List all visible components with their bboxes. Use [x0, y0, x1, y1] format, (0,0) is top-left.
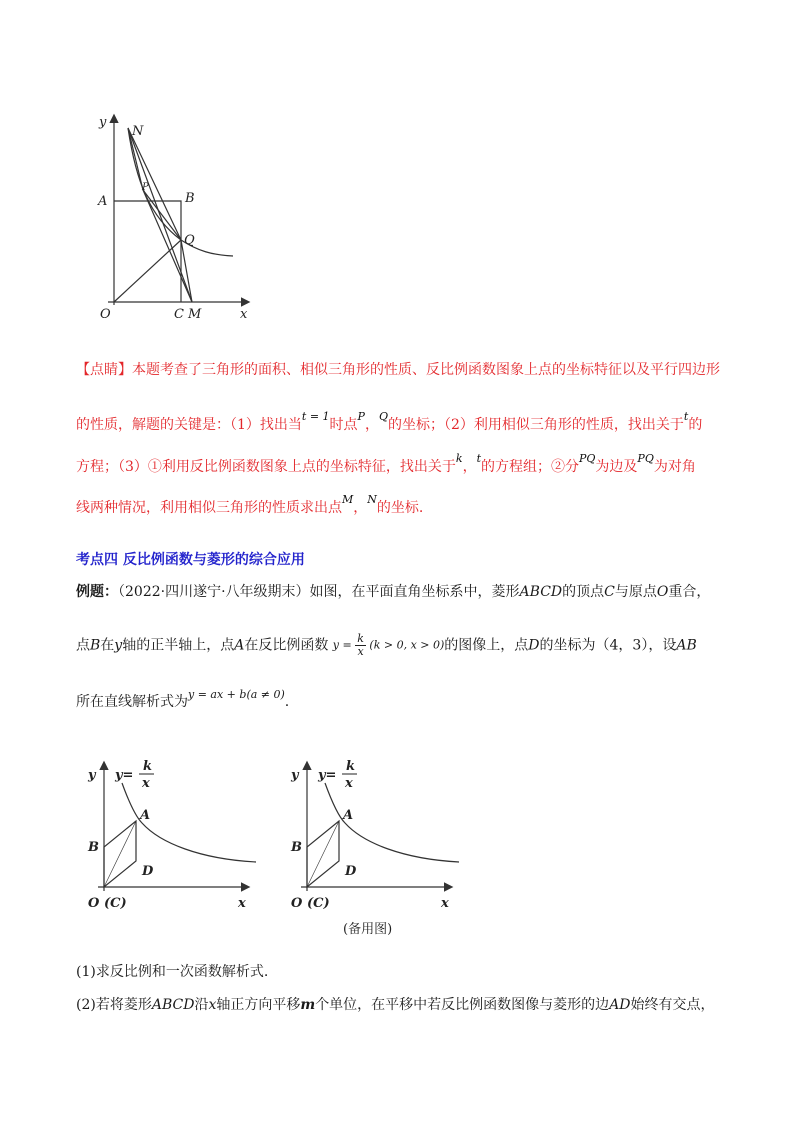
fig3-label-d: D [345, 864, 357, 879]
example-line-1: 例题：（2022·四川遂宁·八年级期末）如图，在平面直角坐标系中，菱形ABCD的顶点C与原点O重合， [76, 584, 711, 600]
fig2-label-a: A [140, 808, 151, 823]
fig3-label-c: (C) [307, 896, 330, 911]
fig2-label-o: O [88, 896, 100, 911]
label-p: P [142, 182, 149, 193]
label-c: C [174, 307, 184, 322]
fig2-label-k: k [143, 759, 153, 774]
fig3-ca-dashed [307, 821, 339, 887]
note-line-3: 方程；（3）①利用反比例函数图象上点的坐标特征，找出关于$^k$，$^t$的方程组；②分$^{PQ}$为边及$^{PQ}$为对角 [76, 452, 696, 475]
function-formula: y = $\frac{k}{x}$ (k > 0, x > 0) [332, 632, 445, 658]
fig3-label-b: B [291, 840, 302, 855]
fig3-label-x-den: x [345, 776, 353, 791]
fig3-label-x: x [441, 896, 449, 911]
fig2-ca-dashed [104, 821, 136, 887]
note-line-1: 【点睛】本题考查了三角形的面积、相似三角形的性质、反比例函数图象上点的坐标特征以及平行四边形 [76, 362, 720, 378]
fig3-label-a: A [343, 808, 354, 823]
segment-nq [128, 128, 181, 240]
segment-oq [114, 240, 181, 302]
fig2-label-b: B [88, 840, 99, 855]
label-q: Q [184, 233, 195, 248]
note-prefix: 【点睛】 [76, 362, 132, 378]
label-n: N [132, 124, 144, 139]
section-title: 考点四 反比例函数与菱形的综合应用 [76, 552, 305, 568]
fig2-label-c: (C) [104, 896, 127, 911]
fig3-label-k: k [346, 759, 356, 774]
question-1: (1)求反比例和一次函数解析式. [76, 964, 269, 980]
fig2-label-x-den: x [142, 776, 150, 791]
fig3-label-eq: y= [318, 768, 337, 783]
square-oabc [114, 201, 181, 302]
fig3-label-o: O [291, 896, 303, 911]
label-m: M [188, 307, 202, 322]
label-a: A [98, 194, 108, 209]
question-2: (2)若将菱形ABCD沿x轴正方向平移m个单位，在平移中若反比例函数图像与菱形的边AD始终有交点， [76, 997, 715, 1013]
example-label: 例题： [76, 584, 118, 600]
fig2-label-eq: y= [115, 768, 134, 783]
example-line-3: 所在直线解析式为$^{y = ax + b(a \ne 0)}$. [76, 688, 290, 710]
segment-qm [181, 240, 192, 302]
figure-2 [80, 755, 270, 915]
segment-nm [128, 128, 192, 302]
fig2-label-d: D [142, 864, 154, 879]
note-line-2: 的性质，解题的关键是：（1）找出当$^{t = 1}$时点$^P$，$^Q$的坐标；（2）利用相似三角形的性质，找出关于$^t$的 [76, 410, 703, 433]
fig2-label-y: y [88, 768, 96, 783]
note-line-4: 线两种情况，利用相似三角形的性质求出点$^M$，$^N$的坐标. [76, 493, 424, 516]
label-y: y [99, 115, 107, 130]
figure-1 [88, 112, 258, 327]
fig2-label-x: x [238, 896, 246, 911]
figure-3 [283, 755, 473, 945]
fig3-caption: (备用图) [343, 922, 393, 937]
label-o: O [100, 307, 111, 322]
fig3-label-y: y [291, 768, 299, 783]
label-x: x [240, 307, 248, 322]
example-line-2: 点B在y轴的正半轴上，点A在反比例函数 y = $\frac{k}{x}$ (k > 0, x > 0)的图像上，点D的坐标为（4，3），设AB [76, 632, 697, 658]
label-b: B [185, 191, 195, 206]
